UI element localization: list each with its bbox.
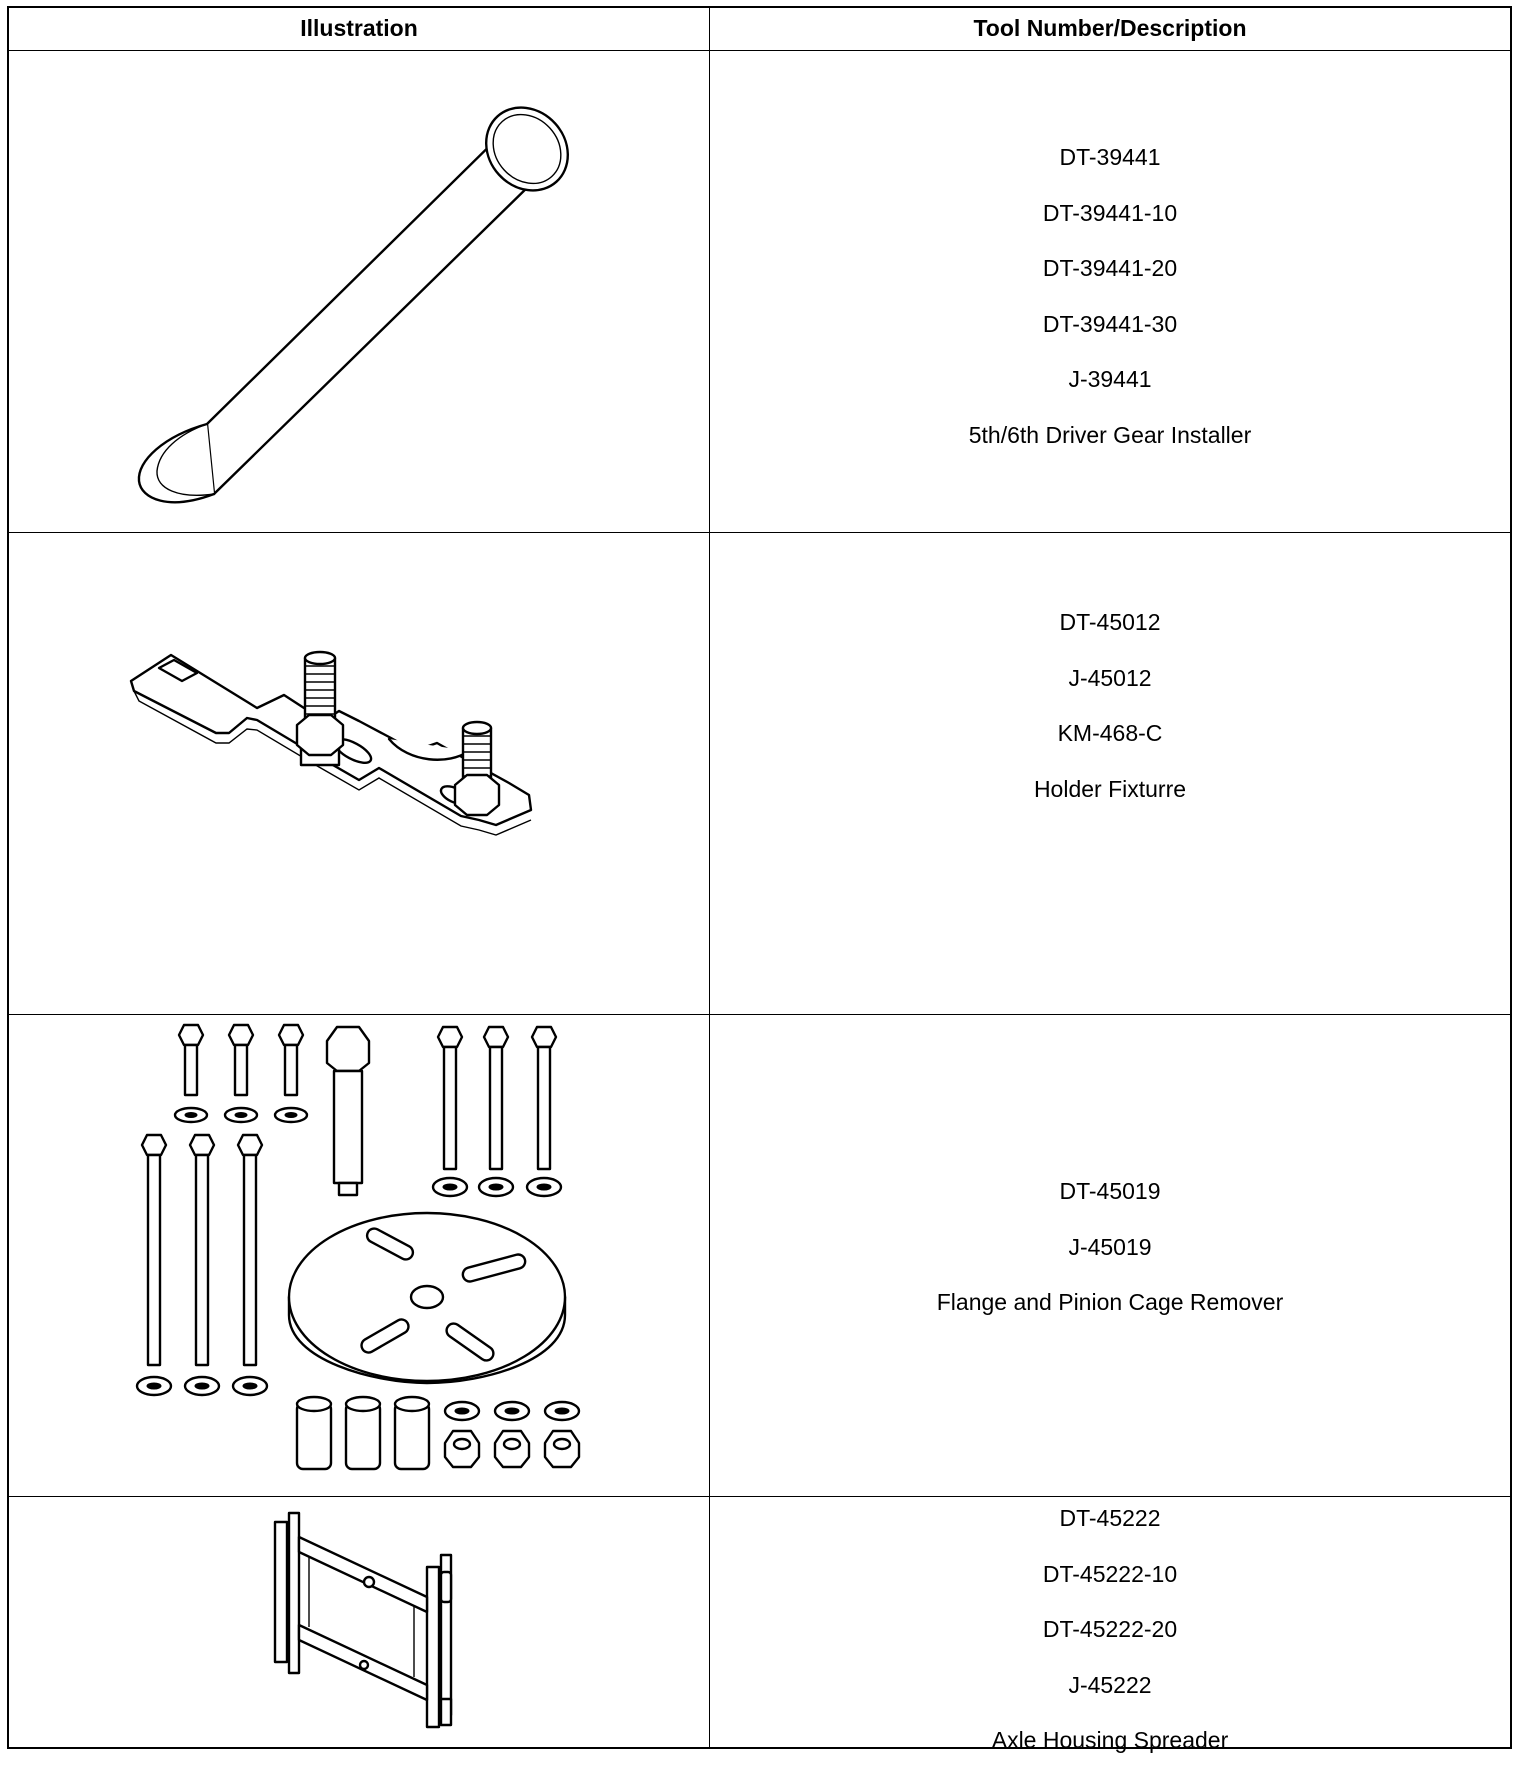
tool-number: J-45012 xyxy=(1068,664,1152,691)
tool-description: Flange and Pinion Cage Remover xyxy=(936,1289,1284,1315)
tool-number: DT-45019 xyxy=(1059,1178,1161,1204)
tool-number: J-45222 xyxy=(1068,1671,1152,1698)
table-row xyxy=(9,1497,1510,1753)
tool-number: DT-45222 xyxy=(1059,1505,1161,1531)
tool-table xyxy=(7,6,1512,1753)
header-tool-number: Tool Number/Description xyxy=(973,15,1247,41)
description-cell xyxy=(710,1497,1510,1753)
tool-number: DT-45222-20 xyxy=(1042,1616,1178,1642)
tool-number-list xyxy=(710,595,1510,817)
tool-number: J-45019 xyxy=(1068,1233,1152,1260)
description-cell xyxy=(710,51,1510,532)
illustration-cell xyxy=(9,1015,710,1496)
tool-number: KM-468-C xyxy=(1057,720,1163,746)
tool-number: DT-39441 xyxy=(1059,144,1161,170)
tool-number: DT-39441-30 xyxy=(1042,310,1178,337)
tool-description: 5th/6th Driver Gear Installer xyxy=(968,421,1252,448)
illustration-cell xyxy=(9,533,710,1014)
tool-number: DT-39441-10 xyxy=(1042,199,1178,226)
holder-fixture-icon xyxy=(9,533,709,1013)
tool-number: DT-45012 xyxy=(1059,609,1161,635)
tool-description: Axle Housing Spreader xyxy=(991,1727,1229,1753)
pipe-installer-icon xyxy=(9,51,709,531)
flange-pinion-remover-icon xyxy=(9,1015,709,1495)
axle-spreader-icon xyxy=(9,1497,709,1747)
table-row xyxy=(9,1015,1510,1497)
table-header xyxy=(9,8,1510,51)
table-row xyxy=(9,533,1510,1015)
description-cell xyxy=(710,533,1510,1014)
header-illustration: Illustration xyxy=(9,8,710,50)
tool-number: DT-39441-20 xyxy=(1042,255,1178,281)
tool-number-list xyxy=(710,1164,1510,1331)
illustration-cell xyxy=(9,1497,710,1747)
tool-number: J-39441 xyxy=(1068,366,1152,392)
description-cell xyxy=(710,1015,1510,1496)
tool-description: Holder Fixturre xyxy=(1033,775,1187,802)
illustration-cell xyxy=(9,51,710,532)
tool-number: DT-45222-10 xyxy=(1042,1560,1178,1587)
tool-number-list xyxy=(710,1491,1510,1769)
tool-number-list xyxy=(710,130,1510,463)
table-row xyxy=(9,51,1510,533)
